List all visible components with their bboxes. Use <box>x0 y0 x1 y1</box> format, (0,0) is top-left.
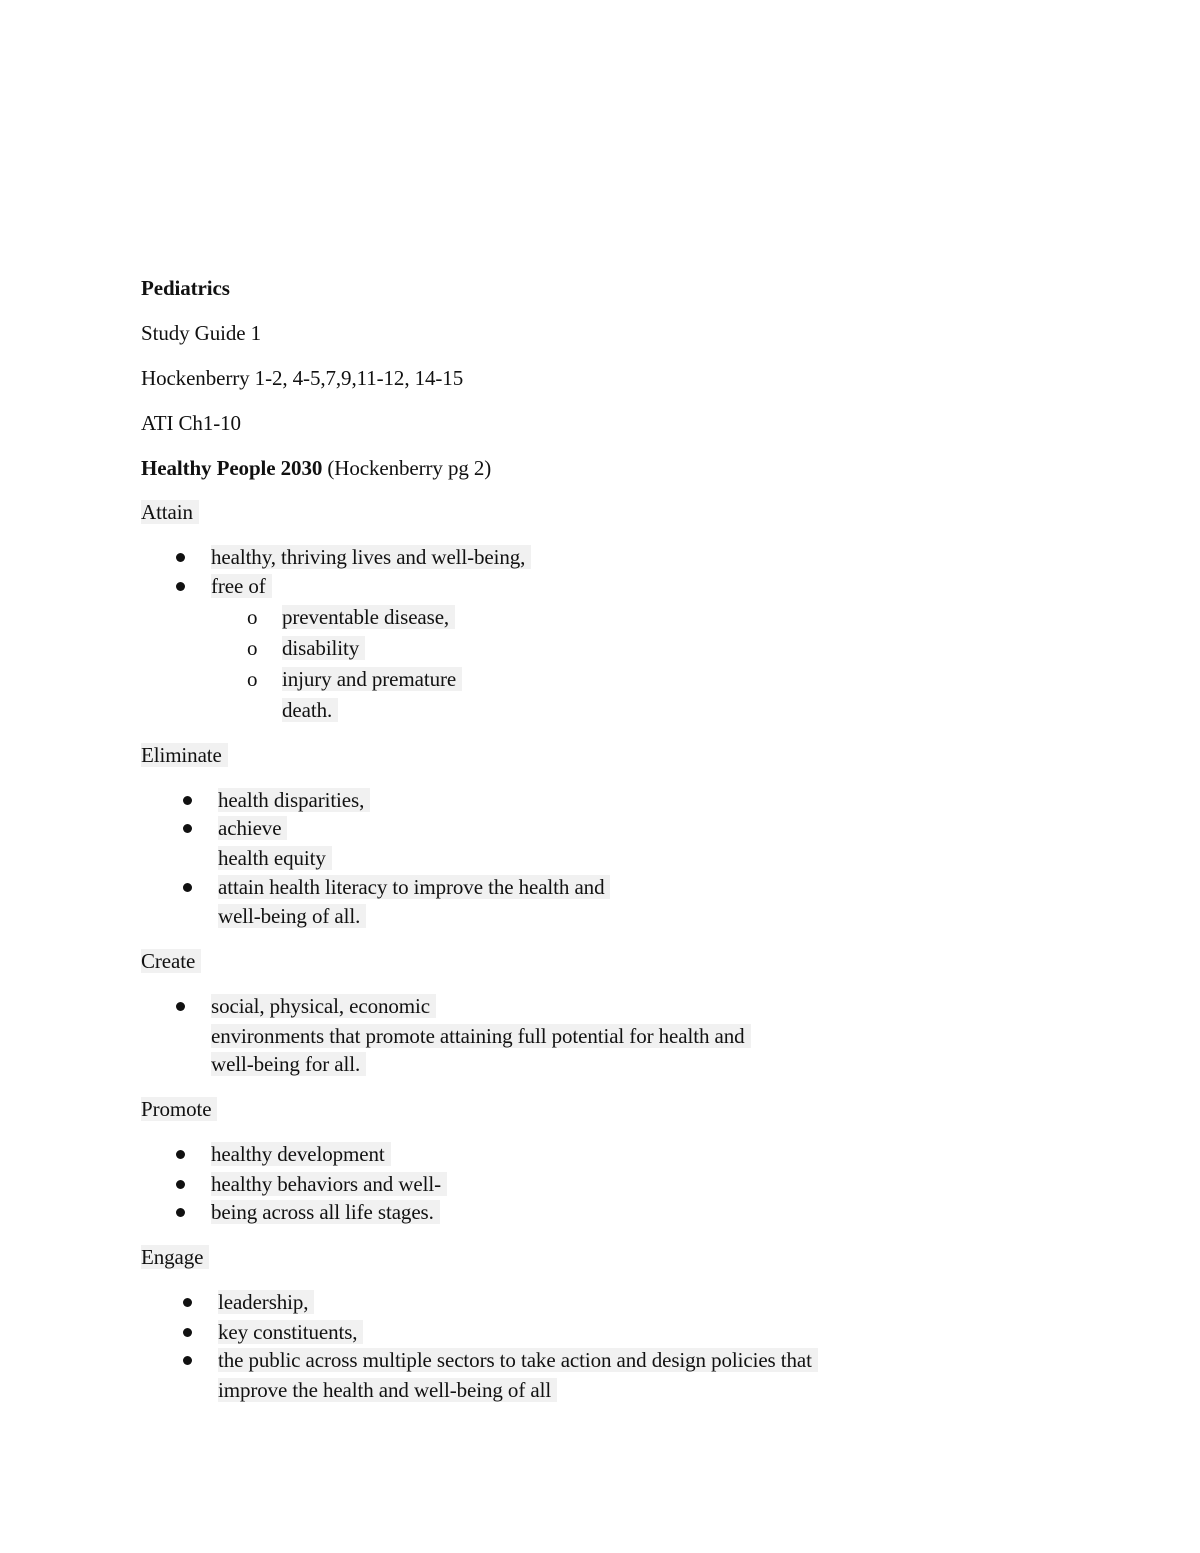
doc-title: Pediatrics <box>141 276 230 300</box>
section-heading-promote: Promote <box>141 1095 217 1123</box>
sub-list-item: preventable disease, <box>282 603 455 631</box>
list-item: key constituents, <box>218 1318 363 1346</box>
healthy-people-title: Healthy People 2030 <box>141 456 323 480</box>
sub-bullet-icon: o <box>247 636 258 660</box>
list-item: attain health literacy to improve the health and <box>218 873 610 901</box>
reference-hockenberry: Hockenberry 1-2, 4-5,7,9,11-12, 14-15 <box>141 366 464 390</box>
list-item: health disparities, <box>218 786 370 814</box>
bullet-icon <box>183 1298 192 1307</box>
list-item-continued: well-being for all. <box>211 1050 366 1078</box>
list-item: the public across multiple sectors to take action and design policies that <box>218 1346 818 1374</box>
bullet-icon <box>176 1208 185 1217</box>
sub-bullet-icon: o <box>247 667 258 691</box>
list-item: achieve <box>218 814 287 842</box>
section-heading-engage: Engage <box>141 1243 209 1271</box>
list-item: healthy behaviors and well- <box>211 1170 447 1198</box>
healthy-people-ref: (Hockenberry pg 2) <box>322 456 492 480</box>
bullet-icon <box>183 1328 192 1337</box>
list-item: social, physical, economic <box>211 992 436 1020</box>
bullet-icon <box>176 582 185 591</box>
bullet-icon <box>176 553 185 562</box>
bullet-icon <box>176 1002 185 1011</box>
bullet-icon <box>183 1356 192 1365</box>
doc-subtitle: Study Guide 1 <box>141 321 262 345</box>
bullet-icon <box>183 824 192 833</box>
list-item-continued: improve the health and well-being of all <box>218 1376 557 1404</box>
sub-list-item: disability <box>282 634 365 662</box>
sub-bullet-icon: o <box>247 605 258 629</box>
bullet-icon <box>183 796 192 805</box>
section-heading-eliminate: Eliminate <box>141 741 228 769</box>
list-item: free of <box>211 572 272 600</box>
reference-ati: ATI Ch1-10 <box>141 411 241 435</box>
healthy-people-heading <box>141 454 491 482</box>
sub-list-item: injury and premature <box>282 665 462 693</box>
list-item: being across all life stages. <box>211 1198 440 1226</box>
bullet-icon <box>183 883 192 892</box>
list-item-continued: well-being of all. <box>218 902 366 930</box>
list-item: leadership, <box>218 1288 314 1316</box>
bullet-icon <box>176 1180 185 1189</box>
sub-list-item-continued: death. <box>282 696 338 724</box>
section-heading-attain: Attain <box>141 498 199 526</box>
list-item: healthy development <box>211 1140 391 1168</box>
bullet-icon <box>176 1150 185 1159</box>
section-heading-create: Create <box>141 947 201 975</box>
list-item-continued: health equity <box>218 844 332 872</box>
list-item: healthy, thriving lives and well-being, <box>211 543 531 571</box>
list-item-continued: environments that promote attaining full potential for health and <box>211 1022 751 1050</box>
